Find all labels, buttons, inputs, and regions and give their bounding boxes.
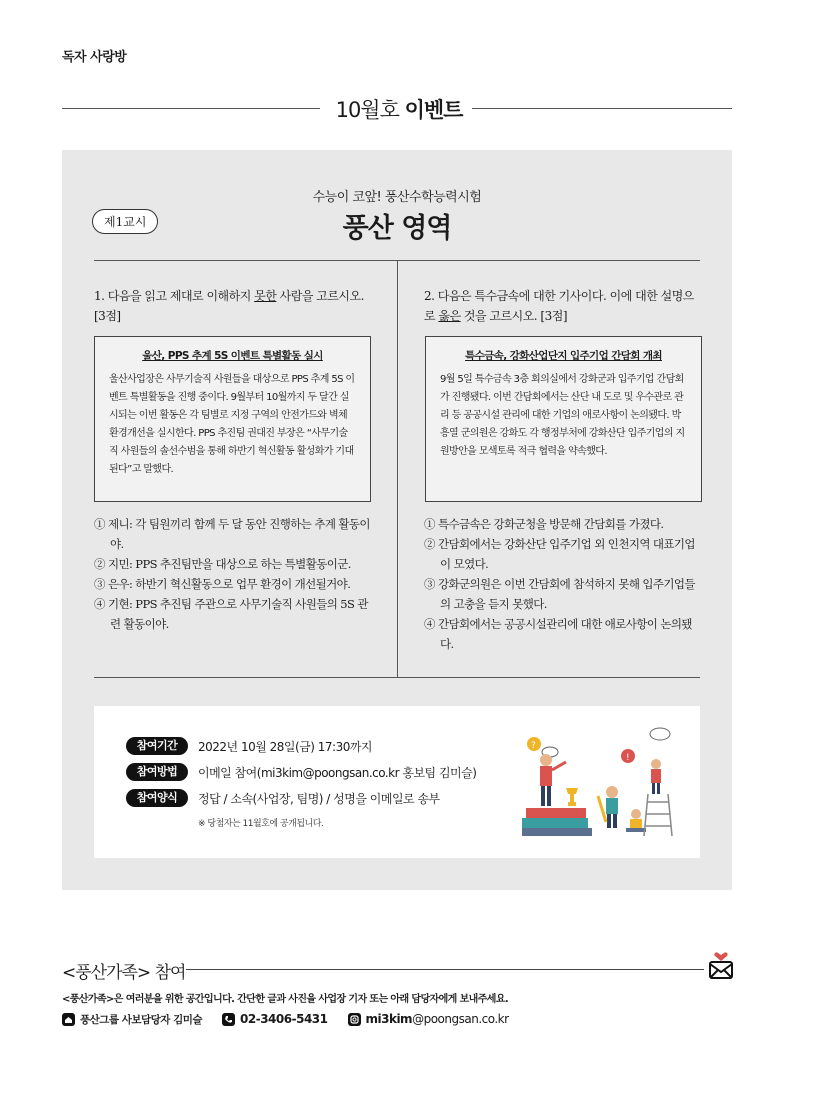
news-title-1: 울산, PPS 추계 5S 이벤트 특별활동 실시 <box>142 350 323 362</box>
option-2-3[interactable]: ③ 강화군의원은 이번 간담회에 참석하지 못해 입주기업들의 고충을 듣지 못했다. <box>424 577 695 611</box>
option-1-3[interactable]: ③ 은우: 하반기 혁신활동으로 업무 환경이 개선될거야. <box>94 577 351 591</box>
period-badge: 제1교시 <box>92 209 158 234</box>
divider-vertical <box>397 260 398 677</box>
options-2 <box>424 514 704 654</box>
period-pill: 참여기간 <box>126 737 188 755</box>
email-user[interactable]: mi3kim <box>365 1012 413 1026</box>
news-box-1 <box>94 336 371 502</box>
form-value: 정답 / 소속(사업장, 팀명) / 성명을 이메일로 송부 <box>198 791 440 806</box>
winner-note: ※ 당첨자는 11월호에 공개됩니다. <box>198 819 324 829</box>
question-1-text: 1. 다음을 읽고 제대로 이해하지 <box>94 289 255 303</box>
mail-heart-icon <box>706 952 736 982</box>
event-title-prefix: 10월호 <box>335 98 399 122</box>
question-2 <box>424 286 702 326</box>
section-label: 독자 사랑방 <box>62 50 127 65</box>
svg-text:?: ? <box>531 741 536 751</box>
option-1-4[interactable]: ④ 기현: PPS 추진팀 주관으로 사무기술직 사원들의 5S 관련 활동이야. <box>94 597 368 631</box>
news-box-2 <box>425 336 702 502</box>
footer-description: <풍산가족>은 여러분을 위한 공간입니다. 간단한 글과 사진을 사업장 기자 또는 아래 담당자에게 보내주세요. <box>62 994 509 1005</box>
question-1-text-end: 사람을 고르시오. [3점] <box>94 289 364 323</box>
option-2-1[interactable]: ① 특수금속은 강화군청을 방문해 간담회를 가졌다. <box>424 517 664 531</box>
contact-phone <box>222 1012 327 1026</box>
home-icon <box>62 1013 75 1026</box>
method-value[interactable]: 이메일 참여(mi3kim@poongsan.co.kr 홍보팀 김미슬) <box>198 765 477 780</box>
phone-number[interactable]: 02-3406-5431 <box>240 1012 328 1026</box>
event-title-strong: 이벤트 <box>404 98 463 122</box>
info-row-method <box>126 762 476 782</box>
question-2-text-end: 것을 고르시오. [3점] <box>460 309 568 323</box>
question-2-text: 2. 다음은 특수금속에 대한 기사이다. 이에 대한 설명으로 <box>424 289 694 323</box>
option-2-2[interactable]: ② 간담회에서는 강화산단 입주기업 외 인천지역 대표기업이 모였다. <box>424 537 695 571</box>
contact-row <box>62 1010 529 1028</box>
phone-icon <box>222 1013 235 1026</box>
question-2-underline: 옳은 <box>438 309 461 323</box>
question-1-underline: 못한 <box>254 289 277 303</box>
option-1-1[interactable]: ① 제니: 각 팀원끼리 함께 두 달 동안 진행하는 추계 활동이야. <box>94 517 370 551</box>
instagram-icon <box>348 1013 361 1026</box>
event-title <box>332 94 466 124</box>
svg-text:!: ! <box>626 753 630 763</box>
form-pill: 참여양식 <box>126 789 188 807</box>
news-body-2: 9월 5일 특수금속 3층 회의실에서 강화군과 입주기업 간담회가 진행됐다. 이번 간담회에서는 산단 내 도로 및 우수관로 관리 등 공공시설 관리에 대한 기업의 애로사항이 논의됐다. 박흥열 군의원은 강화도 각 행정부처에 강화산단 입주기업의 지원방안을 모색토록 적극 협력을 약속했다. <box>440 374 685 457</box>
method-pill: 참여방법 <box>126 763 188 781</box>
participation-info <box>94 706 700 858</box>
contact-email <box>348 1012 509 1026</box>
contact-person <box>62 1012 202 1027</box>
info-row-form <box>126 788 440 808</box>
divider-bottom <box>94 677 700 678</box>
option-2-4[interactable]: ④ 간담회에서는 공공시설관리에 대한 애로사항이 논의됐다. <box>424 617 692 651</box>
event-header <box>62 94 732 122</box>
exam-title: 풍산 영역 <box>342 213 452 244</box>
contact-person-name: 풍산그룹 사보담당자 김미슬 <box>80 1013 203 1026</box>
options-1 <box>94 514 374 634</box>
question-1 <box>94 286 372 326</box>
news-title-2: 특수금속, 강화산업단지 입주기업 간담회 개최 <box>465 350 662 362</box>
exam-panel <box>62 150 732 890</box>
footer-divider <box>186 969 704 970</box>
news-body-1: 울산사업장은 사무기술직 사원들을 대상으로 PPS 추계 5S 이벤트 특별활동을 진행 중이다. 9월부터 10월까지 두 달간 실시되는 이번 활동은 각 팀별로 지정 구역의 안전가드와 벽체 환경개선을 실시한다. PPS 추진팀 권대진 부장은 “사무기술직 사원들의 솔선수범을 통해 하반기 혁신활동 활성화가 기대된다”고 말했다. <box>109 374 355 475</box>
info-row-period <box>126 736 372 756</box>
header-divider-left <box>62 108 320 109</box>
footer-title: <풍산가족> 참여 <box>62 963 186 983</box>
period-value: 2022년 10월 28일(금) 17:30까지 <box>198 739 373 754</box>
email-domain[interactable]: @poongsan.co.kr <box>412 1012 509 1026</box>
people-illustration-icon <box>520 722 680 840</box>
header-divider-right <box>472 108 732 109</box>
exam-subtitle: 수능이 코앞! 풍산수학능력시험 <box>312 190 482 205</box>
option-1-2[interactable]: ② 지민: PPS 추진팀만을 대상으로 하는 특별활동이군. <box>94 557 351 571</box>
